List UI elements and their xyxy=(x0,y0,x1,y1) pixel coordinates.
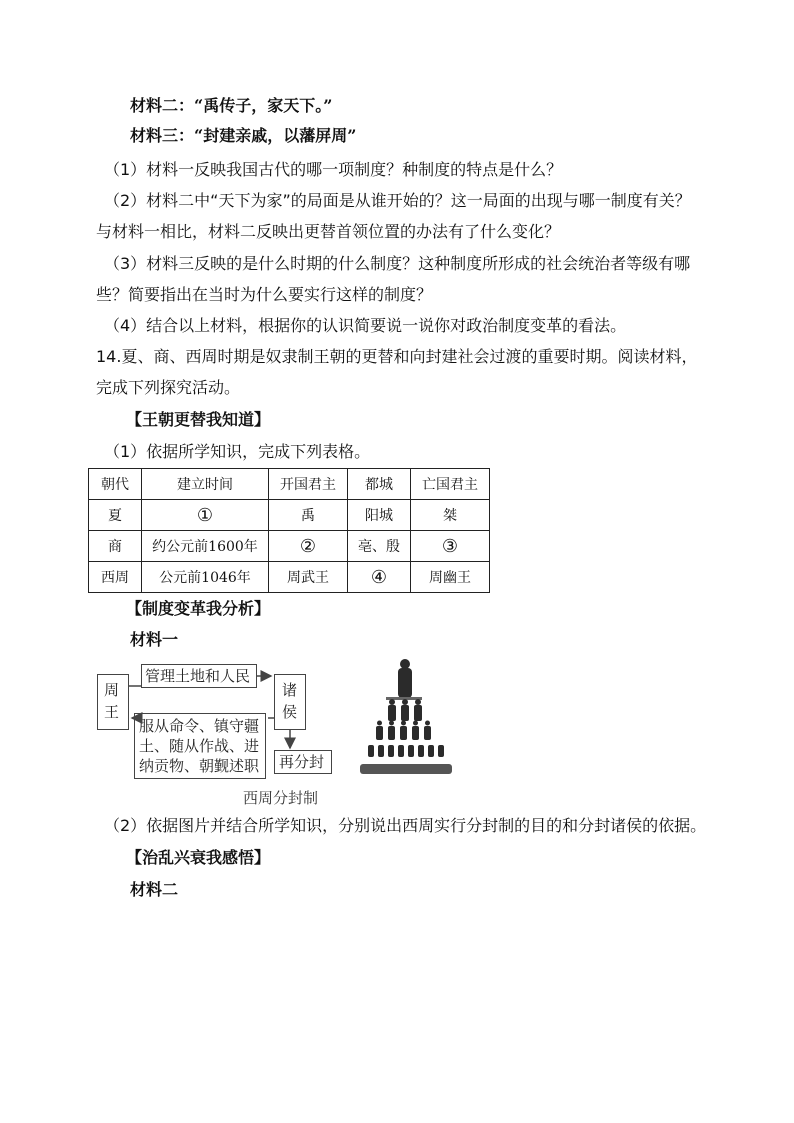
question-3-line-1: （3）材料三反映的是什么时期的什么制度？这种制度所形成的社会统治者等级有哪 xyxy=(104,254,691,273)
table-cell: 公元前1046年 xyxy=(142,562,269,593)
diagram-caption: 西周分封制 xyxy=(243,789,319,807)
subenfeoff-label: 再分封 xyxy=(279,753,325,771)
question-2-line-2: 与材料一相比，材料二反映出更替首领位置的办法有了什么变化？ xyxy=(96,222,561,241)
section-system-change: 【制度变革我分析】 xyxy=(126,599,271,618)
manage-land-label: 管理土地和人民 xyxy=(145,667,251,685)
table-cell: ① xyxy=(142,500,269,531)
table-cell: 周幽王 xyxy=(411,562,490,593)
duties-line: 土、随从作战、进 xyxy=(139,737,260,755)
material-2-label: 材料二 xyxy=(130,880,179,899)
table-cell: 约公元前1600年 xyxy=(142,531,269,562)
table-cell: 禹 xyxy=(269,500,348,531)
table-header-cell: 都城 xyxy=(348,469,411,500)
table-cell: ② xyxy=(269,531,348,562)
table-cell: 西周 xyxy=(89,562,142,593)
lords-label: 诸侯 xyxy=(282,681,298,721)
question-1: （1）材料一反映我国古代的哪一项制度？种制度的特点是什么？ xyxy=(104,160,563,179)
section-rise-fall: 【治乱兴衰我感悟】 xyxy=(126,848,271,867)
table-cell: ③ xyxy=(411,531,490,562)
question-4: （4）结合以上材料，根据你的认识简要说一说你对政治制度变革的看法。 xyxy=(104,316,627,335)
table-cell: 亳、殷 xyxy=(348,531,411,562)
section-dynasty-change: 【王朝更替我知道】 xyxy=(126,410,271,429)
table-cell: ④ xyxy=(348,562,411,593)
question-3-line-2: 些？简要指出在当时为什么要实行这样的制度？ xyxy=(96,285,433,304)
problem-14-line-1: 14.夏、商、西周时期是奴隶制王朝的更替和向封建社会过渡的重要时期。阅读材料， xyxy=(96,347,698,366)
material-1-label: 材料一 xyxy=(130,630,179,649)
material-3-quote: 材料三：“封建亲戚，以藩屏周” xyxy=(130,126,357,145)
subquestion-2: （2）依据图片并结合所学知识，分别说出西周实行分封制的目的和分封诸侯的依据。 xyxy=(104,816,707,835)
subquestion-1: （1）依据所学知识，完成下列表格。 xyxy=(104,442,371,461)
table-header-cell: 建立时间 xyxy=(142,469,269,500)
table-cell: 桀 xyxy=(411,500,490,531)
table-cell: 周武王 xyxy=(269,562,348,593)
hierarchy-pyramid-image xyxy=(360,659,452,774)
table-cell: 阳城 xyxy=(348,500,411,531)
table-header-cell: 亡国君主 xyxy=(411,469,490,500)
material-2-quote: 材料二：“禹传子，家天下。” xyxy=(130,96,333,115)
table-header-cell: 朝代 xyxy=(89,469,142,500)
problem-14-line-2: 完成下列探究活动。 xyxy=(96,378,241,397)
table-cell: 商 xyxy=(89,531,142,562)
king-label: 周王 xyxy=(104,681,120,721)
table-cell: 夏 xyxy=(89,500,142,531)
duties-line: 服从命令、镇守疆 xyxy=(139,717,260,735)
table-header-cell: 开国君主 xyxy=(269,469,348,500)
duties-line: 纳贡物、朝觐述职 xyxy=(139,757,260,775)
question-2-line-1: （2）材料二中“天下为家”的局面是从谁开始的？这一局面的出现与哪一制度有关？ xyxy=(104,191,691,210)
